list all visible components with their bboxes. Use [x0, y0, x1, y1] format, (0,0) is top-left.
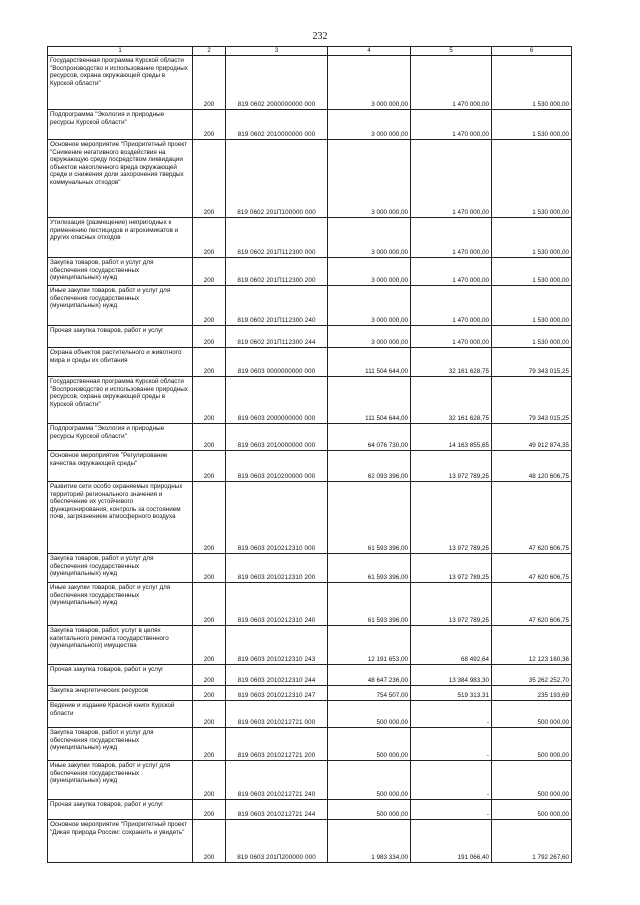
row-value-6: 79 343 015,25 [492, 377, 572, 424]
row-code: 819 0603 2010212721 000 [226, 701, 328, 728]
row-col2: 200 [193, 583, 226, 626]
row-col2: 200 [193, 377, 226, 424]
row-value-5: 519 313,31 [411, 686, 492, 701]
row-value-5: 191 066,40 [411, 820, 492, 863]
row-value-5: 68 492,64 [411, 626, 492, 665]
table-row [48, 554, 572, 583]
row-value-5: 1 470 000,00 [411, 110, 492, 140]
row-name: Государственная программа Курской области "Воспроизводство и использование природных ресурсов, охрана окружающей среды в Курской области" [48, 377, 193, 424]
row-name: Закупка товаров, работ и услуг для обеспечения государственных (муниципальных) нужд [48, 728, 193, 761]
row-col2: 200 [193, 554, 226, 583]
row-value-4: 1 983 334,00 [328, 820, 411, 863]
row-value-6: 12 123 160,36 [492, 626, 572, 665]
row-code: 819 0602 201П100000 000 [226, 140, 328, 218]
column-header: 5 [411, 47, 492, 56]
row-value-4: 3 000 000,00 [328, 218, 411, 258]
table-row [48, 800, 572, 820]
row-value-5: - [411, 728, 492, 761]
column-header: 4 [328, 47, 411, 56]
row-code: 819 0602 201П112300 244 [226, 326, 328, 348]
row-value-4: 3 000 000,00 [328, 286, 411, 326]
row-code: 819 0603 2010212310 247 [226, 686, 328, 701]
row-name: Иные закупки товаров, работ и услуг для обеспечения государственных (муниципальных) нужд [48, 761, 193, 800]
row-col2: 200 [193, 326, 226, 348]
row-name: Иные закупки товаров, работ и услуг для обеспечения государственных (муниципальных) нужд [48, 286, 193, 326]
row-value-4: 754 507,00 [328, 686, 411, 701]
table-row [48, 686, 572, 701]
row-code: 819 0602 2000000000 000 [226, 56, 328, 110]
row-col2: 200 [193, 218, 226, 258]
row-value-4: 111 504 644,00 [328, 348, 411, 377]
row-value-6: 235 193,69 [492, 686, 572, 701]
column-header: 1 [48, 47, 193, 56]
row-col2: 200 [193, 424, 226, 451]
budget-table [47, 46, 572, 863]
column-header: 6 [492, 47, 572, 56]
row-col2: 200 [193, 286, 226, 326]
table-row [48, 451, 572, 482]
row-name: Подпрограмма "Экология и природные ресурсы Курской области" [48, 424, 193, 451]
row-value-5: 1 470 000,00 [411, 140, 492, 218]
row-value-5: 1 470 000,00 [411, 286, 492, 326]
table-row [48, 377, 572, 424]
table-row [48, 218, 572, 258]
row-value-6: 1 792 267,60 [492, 820, 572, 863]
row-name: Основное мероприятие "Приоритетный проект "Снижение негативного воздействия на окружающую среду посредством ликвидации объектов накопленного вреда окружающей среде и снижения доли захоронения твердых коммунальных отходов" [48, 140, 193, 218]
row-name: Основное мероприятие "Приоритетный проект "Дикая природа России: сохранить и увидеть" [48, 820, 193, 863]
row-value-5: - [411, 701, 492, 728]
row-col2: 200 [193, 56, 226, 110]
row-name: Иные закупки товаров, работ и услуг для обеспечения государственных (муниципальных) нужд [48, 583, 193, 626]
table-row [48, 326, 572, 348]
column-header: 2 [193, 47, 226, 56]
row-col2: 200 [193, 348, 226, 377]
row-value-6: 1 530 000,00 [492, 258, 572, 286]
row-value-4: 500 000,00 [328, 728, 411, 761]
row-col2: 200 [193, 140, 226, 218]
row-col2: 200 [193, 626, 226, 665]
table-row [48, 665, 572, 686]
row-col2: 200 [193, 451, 226, 482]
row-value-6: 1 530 000,00 [492, 286, 572, 326]
row-value-6: 35 262 252,70 [492, 665, 572, 686]
row-value-5: 1 470 000,00 [411, 56, 492, 110]
row-name: Государственная программа Курской области "Воспроизводство и использование природных ресурсов, охрана окружающей среды в Курской области" [48, 56, 193, 110]
row-value-5: 14 163 855,65 [411, 424, 492, 451]
row-name: Развитие сети особо охраняемых природных территорий регионального значения и обеспечение их устойчивого функционирования, контроль за состоянием почв, загрязнением атмосферного воздуха [48, 482, 193, 554]
row-code: 819 0603 2000000000 000 [226, 377, 328, 424]
row-name: Подпрограмма "Экология и природные ресурсы Курской области" [48, 110, 193, 140]
row-value-6: 49 912 874,35 [492, 424, 572, 451]
row-col2: 200 [193, 800, 226, 820]
row-value-6: 1 530 000,00 [492, 326, 572, 348]
table-row [48, 482, 572, 554]
row-code: 819 0603 2010212310 244 [226, 665, 328, 686]
row-name: Основное мероприятие "Регулирование качества окружающей среды" [48, 451, 193, 482]
table-header-row [48, 47, 572, 56]
row-value-5: 13 972 789,25 [411, 482, 492, 554]
row-value-4: 3 000 000,00 [328, 140, 411, 218]
row-value-6: 47 620 606,75 [492, 583, 572, 626]
row-value-5: - [411, 800, 492, 820]
table-row [48, 626, 572, 665]
row-value-5: 13 972 789,25 [411, 583, 492, 626]
row-col2: 200 [193, 820, 226, 863]
row-value-4: 62 093 396,00 [328, 451, 411, 482]
row-value-5: 13 972 789,25 [411, 554, 492, 583]
row-code: 819 0603 2010212721 244 [226, 800, 328, 820]
row-name: Закупка энергетических ресурсов [48, 686, 193, 701]
row-value-5: 1 470 000,00 [411, 258, 492, 286]
table-row [48, 728, 572, 761]
row-name: Прочая закупка товаров, работ и услуг [48, 326, 193, 348]
row-code: 819 0602 201П112300 000 [226, 218, 328, 258]
table-row [48, 56, 572, 110]
row-value-4: 3 000 000,00 [328, 56, 411, 110]
row-code: 819 0603 2010212721 240 [226, 761, 328, 800]
row-value-5: 1 470 000,00 [411, 218, 492, 258]
row-value-4: 500 000,00 [328, 701, 411, 728]
row-value-5: 13 972 789,25 [411, 451, 492, 482]
row-value-4: 61 593 396,00 [328, 554, 411, 583]
row-value-5: - [411, 761, 492, 800]
row-value-4: 61 593 396,00 [328, 482, 411, 554]
row-value-6: 500 000,00 [492, 800, 572, 820]
row-code: 819 0603 2010212310 240 [226, 583, 328, 626]
row-value-6: 48 120 606,75 [492, 451, 572, 482]
table-row [48, 140, 572, 218]
row-code: 819 0603 2010000000 000 [226, 424, 328, 451]
row-name: Прочая закупка товаров, работ и услуг [48, 665, 193, 686]
table-row [48, 286, 572, 326]
row-value-4: 48 647 236,00 [328, 665, 411, 686]
row-value-4: 3 000 000,00 [328, 258, 411, 286]
row-value-6: 500 000,00 [492, 701, 572, 728]
row-code: 819 0603 201П200000 000 [226, 820, 328, 863]
row-col2: 200 [193, 728, 226, 761]
row-value-4: 500 000,00 [328, 800, 411, 820]
row-value-6: 47 620 606,75 [492, 482, 572, 554]
page-number: 232 [312, 31, 328, 42]
row-value-4: 3 000 000,00 [328, 110, 411, 140]
row-value-6: 500 000,00 [492, 761, 572, 800]
row-value-5: 32 161 628,75 [411, 377, 492, 424]
row-code: 819 0602 2010000000 000 [226, 110, 328, 140]
row-code: 819 0603 0000000000 000 [226, 348, 328, 377]
table-row [48, 761, 572, 800]
row-col2: 200 [193, 761, 226, 800]
row-col2: 200 [193, 482, 226, 554]
row-value-4: 64 076 730,00 [328, 424, 411, 451]
table-row [48, 258, 572, 286]
row-value-6: 500 000,00 [492, 728, 572, 761]
row-value-5: 13 384 983,30 [411, 665, 492, 686]
row-code: 819 0602 201П112300 240 [226, 286, 328, 326]
row-value-6: 79 343 015,25 [492, 348, 572, 377]
table-row [48, 110, 572, 140]
row-col2: 200 [193, 110, 226, 140]
row-value-5: 1 470 000,00 [411, 326, 492, 348]
table-row [48, 820, 572, 863]
row-code: 819 0603 2010212721 200 [226, 728, 328, 761]
column-header: 3 [226, 47, 328, 56]
row-col2: 200 [193, 665, 226, 686]
row-value-6: 1 530 000,00 [492, 110, 572, 140]
row-name: Охрана объектов растительного и животного мира и среды их обитания [48, 348, 193, 377]
row-value-6: 1 530 000,00 [492, 56, 572, 110]
row-code: 819 0603 2010212310 243 [226, 626, 328, 665]
row-code: 819 0603 2010212310 200 [226, 554, 328, 583]
table-row [48, 348, 572, 377]
row-name: Закупка товаров, работ, услуг в целях капитального ремонта государственного (муниципального) имущества [48, 626, 193, 665]
row-value-6: 1 530 000,00 [492, 218, 572, 258]
row-value-4: 111 504 644,00 [328, 377, 411, 424]
row-col2: 200 [193, 258, 226, 286]
row-name: Закупка товаров, работ и услуг для обеспечения государственных (муниципальных) нужд [48, 258, 193, 286]
row-col2: 200 [193, 701, 226, 728]
row-value-4: 12 191 653,00 [328, 626, 411, 665]
row-value-6: 1 530 000,00 [492, 140, 572, 218]
row-value-4: 61 593 396,00 [328, 583, 411, 626]
row-value-4: 500 000,00 [328, 761, 411, 800]
row-col2: 200 [193, 686, 226, 701]
row-code: 819 0603 2010200000 000 [226, 451, 328, 482]
row-value-6: 47 620 606,75 [492, 554, 572, 583]
table-row [48, 424, 572, 451]
row-name: Закупка товаров, работ и услуг для обеспечения государственных (муниципальных) нужд [48, 554, 193, 583]
row-value-4: 3 000 000,00 [328, 326, 411, 348]
table-row [48, 701, 572, 728]
table-row [48, 583, 572, 626]
row-code: 819 0602 201П112300 200 [226, 258, 328, 286]
row-name: Прочая закупка товаров, работ и услуг [48, 800, 193, 820]
row-value-5: 32 161 628,75 [411, 348, 492, 377]
row-name: Утилизация (размещение) непригодных к применению пестицидов и агрохимикатов и других опасных отходов [48, 218, 193, 258]
row-code: 819 0603 2010212310 000 [226, 482, 328, 554]
row-name: Ведение и издание Красной книги Курской области [48, 701, 193, 728]
